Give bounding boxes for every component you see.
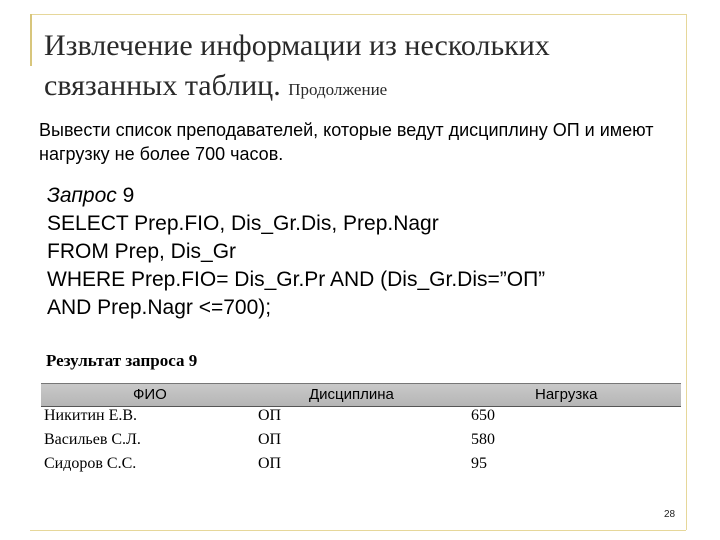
cell-fio: Сидоров С.С.	[44, 455, 137, 472]
column-header-load: Нагрузка	[535, 386, 598, 403]
cell-load: 95	[471, 455, 487, 472]
cell-fio: Никитин Е.В.	[44, 407, 138, 424]
cell-discipline: ОП	[258, 455, 282, 472]
query-number: 9	[122, 184, 135, 207]
query-line: AND Prep.Nagr <=700);	[47, 296, 272, 319]
table-row	[0, 431, 720, 455]
column-header-discipline: Дисциплина	[309, 386, 394, 403]
cell-discipline: ОП	[258, 407, 282, 424]
cell-fio: Васильев С.Л.	[44, 431, 141, 448]
result-title: Результат запроса 9	[46, 351, 198, 370]
query-line: FROM Prep, Dis_Gr	[47, 240, 237, 263]
table-row	[0, 407, 720, 431]
query-line: WHERE Prep.FIO= Dis_Gr.Pr AND (Dis_Gr.Dis=”ОП”	[47, 268, 546, 291]
column-header-fio: ФИО	[133, 386, 167, 403]
table-header	[41, 383, 681, 407]
slide-frame-top	[30, 14, 686, 15]
query-line: SELECT Prep.FIO, Dis_Gr.Dis, Prep.Nagr	[47, 212, 439, 235]
cell-load: 650	[471, 407, 495, 424]
table-row	[0, 455, 720, 479]
slide-title	[44, 26, 674, 110]
slide-title-sub: Продолжение	[288, 80, 388, 99]
sql-query-block	[47, 182, 687, 322]
slide-frame-left-accent	[30, 14, 32, 66]
slide-number: 28	[664, 509, 676, 520]
cell-discipline: ОП	[258, 431, 282, 448]
cell-load: 580	[471, 431, 495, 448]
slide-title-main: Извлечение информации из нескольких связанных таблиц.	[44, 29, 550, 102]
slide-frame-bottom	[30, 530, 686, 531]
query-label: Запрос	[47, 184, 117, 207]
task-description: Вывести список преподавателей, которые ведут дисциплину ОП и имеют нагрузку не более 700 часов.	[39, 120, 654, 164]
